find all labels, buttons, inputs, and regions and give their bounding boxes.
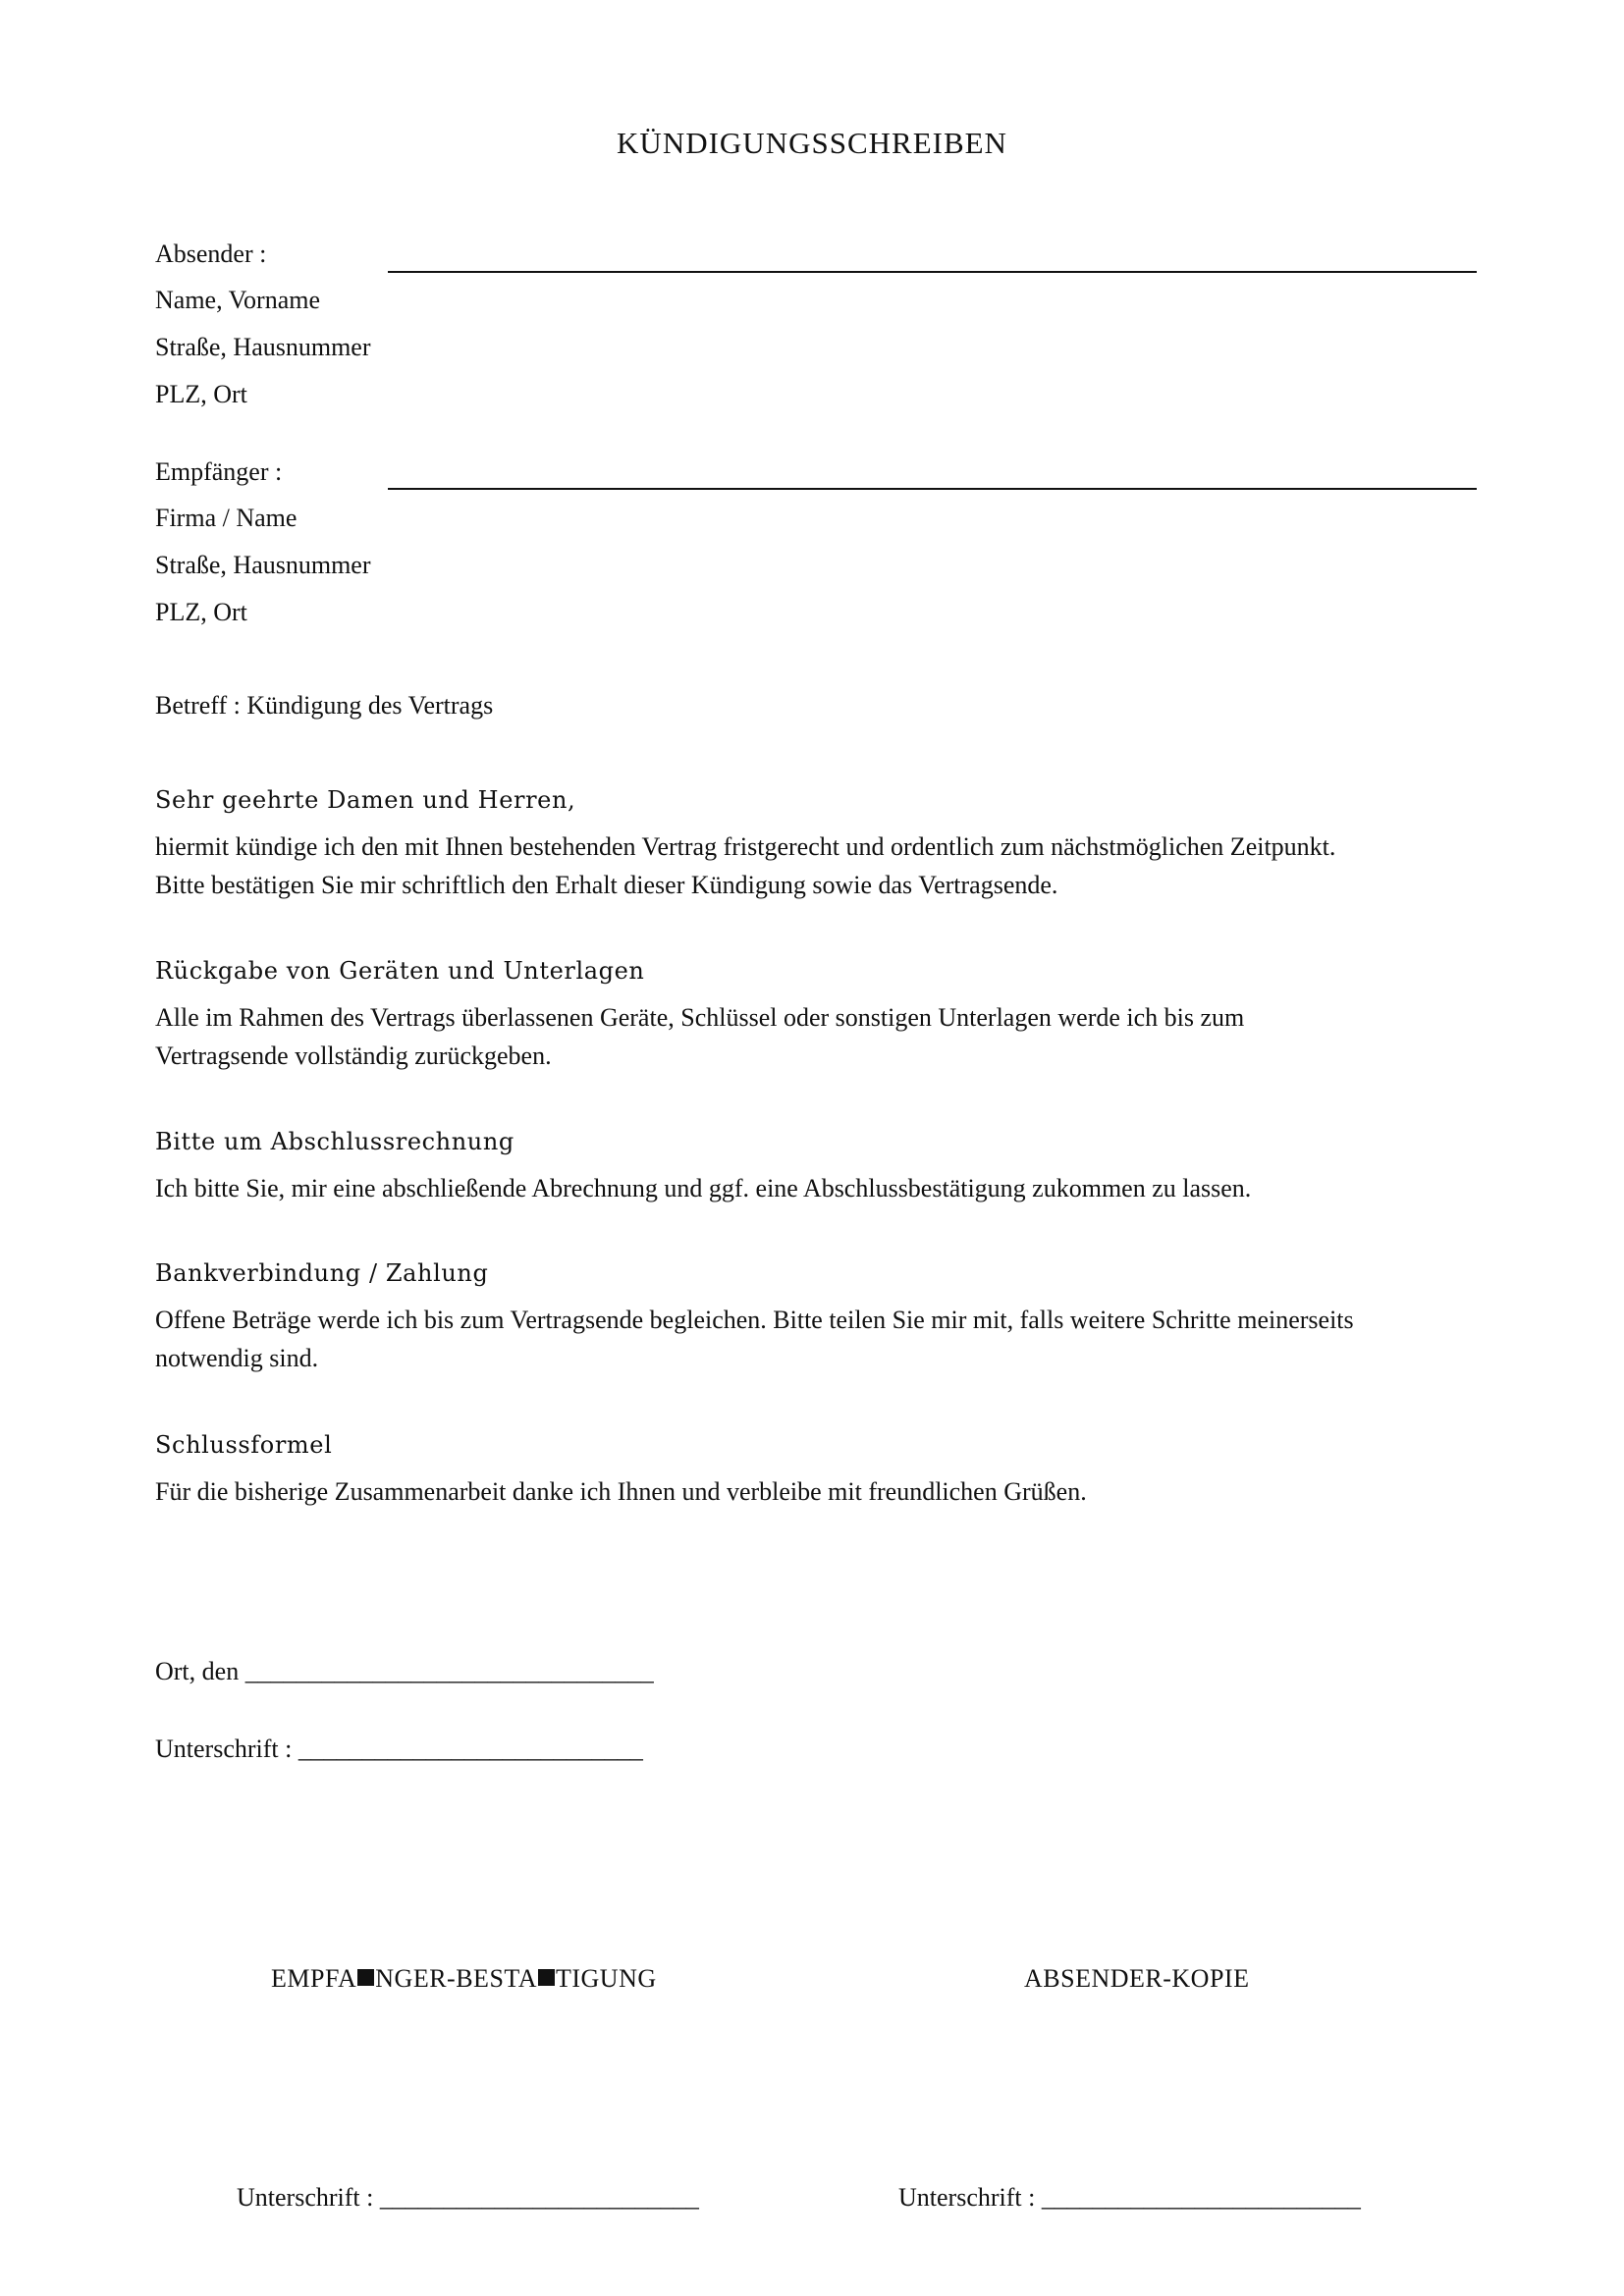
sender-copy-heading: ABSENDER-KOPIE	[1024, 1964, 1250, 1993]
missing-glyph-box-icon	[357, 1969, 374, 1986]
recipient-confirmation-heading-part-3: TIGUNG	[555, 1964, 657, 1993]
salutation: Sehr geehrte Damen und Herren,	[155, 786, 576, 814]
section-closing-line-1: Für die bisherige Zusammenarbeit danke ich Ihnen und verbleibe mit freundlichen Grüßen.	[155, 1477, 1087, 1506]
section-payment-line-1: Offene Beträge werde ich bis zum Vertragsende begleichen. Bitte teilen Sie mir mit, falls weitere Schritte meinerseits	[155, 1306, 1354, 1334]
recipient-confirmation-heading-part-2: NGER-BESTA	[375, 1964, 537, 1993]
sender-line	[388, 271, 1477, 273]
recipient-label: Empfänger :	[155, 457, 283, 486]
recipient-confirmation-heading-part-1: EMPFA	[271, 1964, 357, 1993]
section-return-line-1: Alle im Rahmen des Vertrags überlassenen Geräte, Schlüssel oder sonstigen Unterlagen werde ich bis zum	[155, 1003, 1245, 1032]
sender-label: Absender :	[155, 240, 267, 268]
section-heading-return: Rückgabe von Geräten und Unterlagen	[155, 957, 645, 985]
recipient-street-field: Straße, Hausnummer	[155, 551, 371, 579]
section-heading-final-invoice: Bitte um Abschlussrechnung	[155, 1128, 514, 1155]
subject-line: Betreff : Kündigung des Vertrags	[155, 691, 494, 720]
document-title: KÜNDIGUNGSSCHREIBEN	[617, 126, 1007, 160]
intro-line-1: hiermit kündige ich den mit Ihnen bestehenden Vertrag fristgerecht und ordentlich zum nächstmöglichen Zeitpunkt.	[155, 832, 1336, 861]
sender-copy-signature: Unterschrift : _________________________	[898, 2183, 1361, 2212]
sender-street-field: Straße, Hausnummer	[155, 333, 371, 361]
recipient-city-field: PLZ, Ort	[155, 598, 247, 626]
recipient-company-field: Firma / Name	[155, 504, 298, 532]
section-final-invoice-line-1: Ich bitte Sie, mir eine abschließende Abrechnung und ggf. eine Abschlussbestätigung zukommen zu lassen.	[155, 1174, 1252, 1202]
section-heading-payment: Bankverbindung / Zahlung	[155, 1259, 489, 1287]
recipient-line	[388, 488, 1477, 490]
recipient-confirmation-signature: Unterschrift : _________________________	[237, 2183, 699, 2212]
missing-glyph-box-icon	[538, 1969, 555, 1986]
intro-line-2: Bitte bestätigen Sie mir schriftlich den Erhalt dieser Kündigung sowie das Vertragsende.	[155, 871, 1058, 899]
place-date-field: Ort, den ________________________________	[155, 1657, 654, 1685]
signature-field: Unterschrift : ___________________________	[155, 1735, 643, 1763]
section-payment-line-2: notwendig sind.	[155, 1344, 319, 1372]
sender-name-field: Name, Vorname	[155, 286, 320, 314]
recipient-confirmation-heading	[271, 1964, 657, 1994]
sender-city-field: PLZ, Ort	[155, 380, 247, 408]
section-return-line-2: Vertragsende vollständig zurückgeben.	[155, 1041, 552, 1070]
section-heading-closing: Schlussformel	[155, 1431, 333, 1459]
